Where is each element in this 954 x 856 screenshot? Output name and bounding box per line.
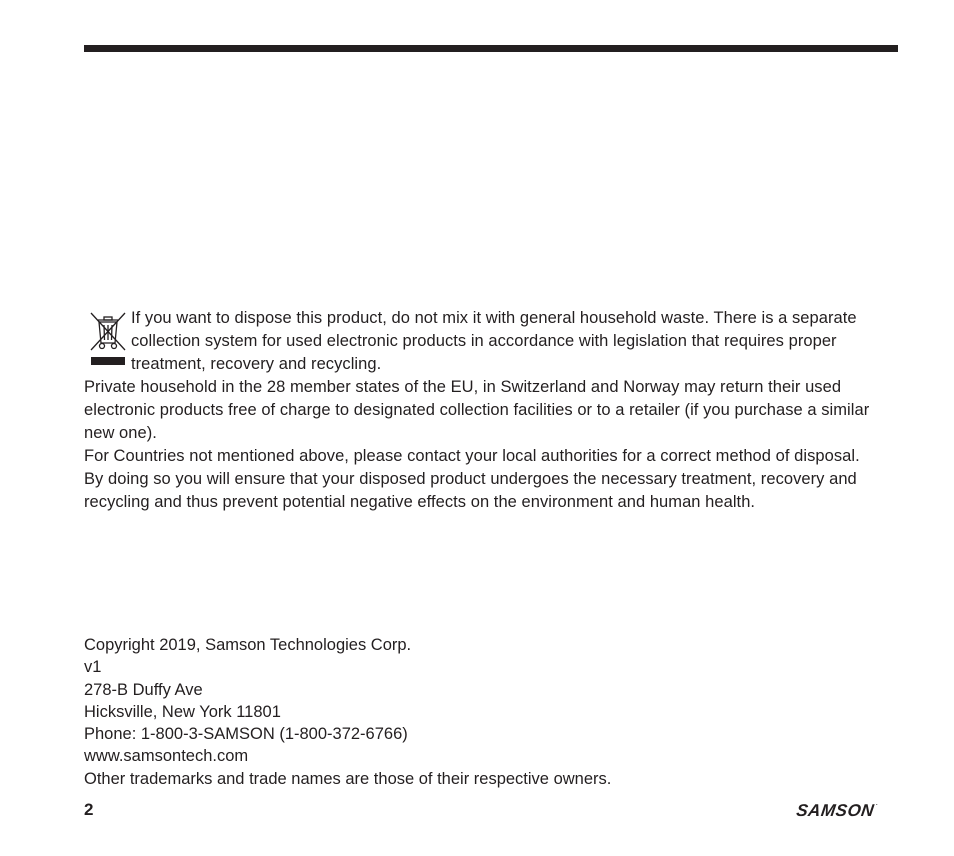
page-number: 2 [84,800,94,819]
trademarks-line: Other trademarks and trade names are those of their respective owners. [84,769,612,788]
address-street: 278-B Duffy Ave [84,680,203,699]
address-city: Hicksville, New York 11801 [84,702,281,721]
weee-disposal-notice [84,307,898,514]
copyright-line: Copyright 2019, Samson Technologies Corp. [84,636,412,654]
phone-line: Phone: 1-800-3-SAMSON (1-800-372-6766) [84,725,408,744]
weee-paragraph-benefit: By doing so you will ensure that your disposed product undergoes the necessary treatment, recovery and recycling and thus prevent potential negative effects on the environment and human health. [84,470,857,511]
samson-logo-text: SAMSON [795,801,876,820]
weee-paragraph-other-countries: For Countries not mentioned above, please contact your local authorities for a correct method of disposal. [84,447,860,465]
version-line: v1 [84,658,102,677]
website-line: www.samsontech.com [84,747,249,766]
weee-intro-text: If you want to dispose this product, do not mix it with general household waste. There is a separate collection system for used electronic products in accordance with legislation that requires proper treatment, recovery and recycling. [131,309,857,373]
company-info [84,634,611,790]
weee-intro-block [84,307,898,376]
crossed-out-wheelie-bin-icon [87,310,127,368]
samson-logo-mark: . [875,801,879,807]
top-rule [84,45,898,52]
samson-logo [795,801,879,821]
weee-paragraph-eu: Private household in the 28 member states of the EU, in Switzerland and Norway may return their used electronic products free of charge to designated collection facilities or to a retailer (if you purchase a similar new one). [84,378,870,442]
